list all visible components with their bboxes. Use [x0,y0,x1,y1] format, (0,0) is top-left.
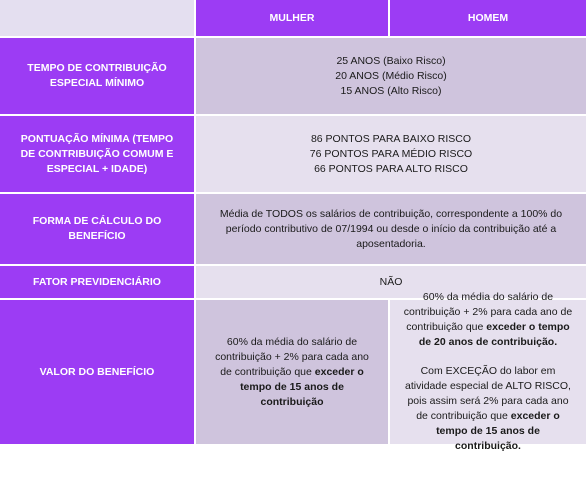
valor-mulher-text: 60% da média do salário de contribuição + 2% para cada ano de contribuição que [215,335,369,378]
valor-homem-paragraph-2 [402,364,574,454]
header-empty-cell [0,0,196,38]
valor-homem-text-2: Com EXCEÇÃO do labor em atividade especial de ALTO RISCO, pois assim será 2% para cada ano de contribuição que [405,365,571,422]
row-value-tempo [196,38,588,116]
valor-homem-text-1: 60% da média do salário de contribuição + 2% para cada ano de contribuição que [403,291,573,333]
header-homem: HOMEM [390,0,588,38]
valor-homem-bold-1: exceder o tempo de 20 anos de contribuição. [418,321,570,348]
row-value-pontuacao [196,116,588,194]
row-label-fator: FATOR PREVIDENCIÁRIO [0,266,196,300]
tempo-line: 15 ANOS (Alto Risco) [340,84,442,97]
pontuacao-line: 86 PONTOS PARA BAIXO RISCO [310,132,472,145]
row-value-valor-homem [390,291,588,452]
pontuacao-line: 66 PONTOS PARA ALTO RISCO [314,162,468,175]
valor-homem-bold-2: exceder o tempo de 15 anos de contribuição. [436,410,560,452]
row-label-tempo: TEMPO DE CONTRIBUIÇÃO ESPECIAL MÍNIMO [0,38,196,116]
row-value-calculo: Média de TODOS os salários de contribuição, correspondente a 100% do período contributivo de 07/1994 ou desde o início da contribuição até a aposentadoria. [196,194,588,266]
tempo-line: 25 ANOS (Baixo Risco) [336,54,446,67]
row-value-valor-mulher [196,300,390,446]
row-label-calculo: FORMA DE CÁLCULO DO BENEFÍCIO [0,194,196,266]
pontuacao-line: 76 PONTOS PARA MÉDIO RISCO [309,147,473,160]
header-mulher: MULHER [196,0,390,38]
row-label-pontuacao: PONTUAÇÃO MÍNIMA (TEMPO DE CONTRIBUIÇÃO COMUM E ESPECIAL + IDADE) [0,116,196,194]
tempo-line: 20 ANOS (Médio Risco) [335,69,447,82]
row-value-fator: NÃO [196,266,588,300]
row-label-valor: VALOR DO BENEFÍCIO [0,300,196,446]
valor-mulher-bold: exceder o tempo de 15 anos de contribuição [240,365,364,408]
valor-mulher-paragraph [208,335,376,410]
valor-homem-paragraph-1 [402,290,574,350]
